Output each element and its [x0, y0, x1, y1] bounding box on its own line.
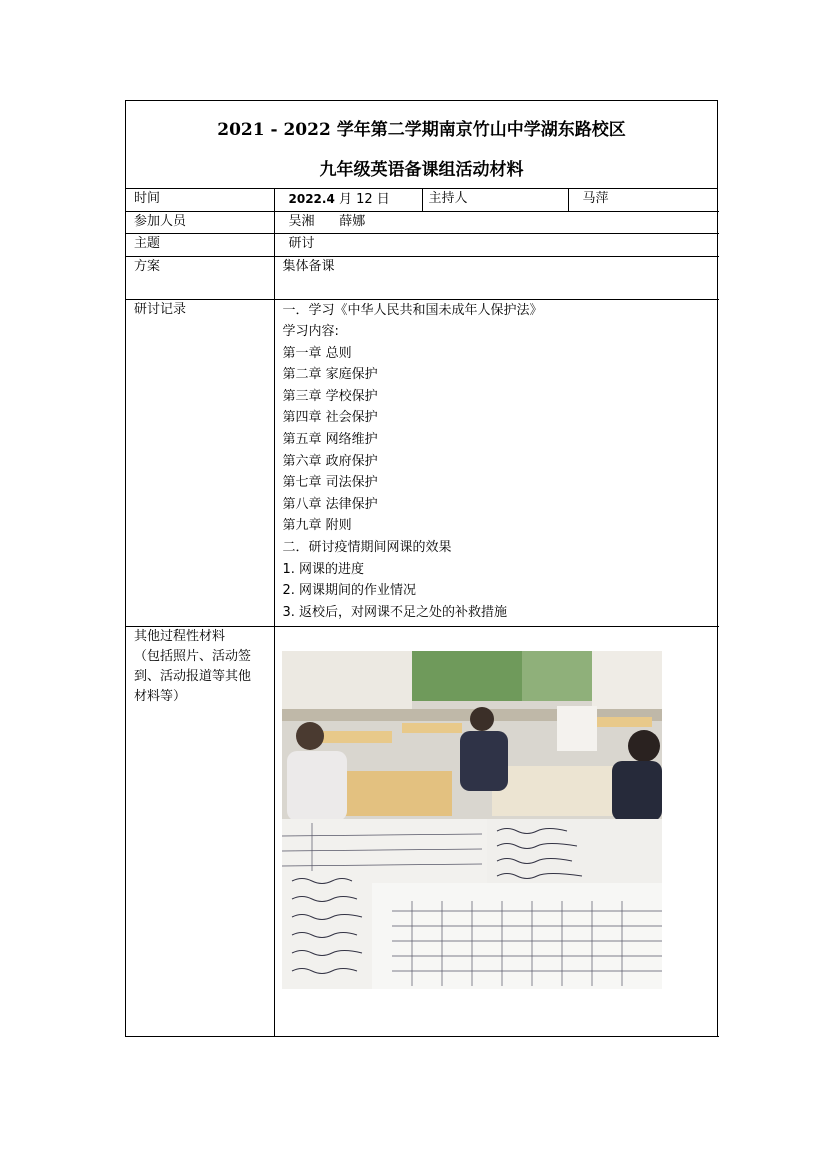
records-line: 第四章 社会保护	[282, 410, 378, 426]
participants-value: 吴湘 薛娜	[274, 211, 719, 233]
topic-label: 主题	[126, 233, 274, 256]
records-line: 2. 网课期间的作业情况	[282, 583, 417, 599]
curtain-right	[592, 651, 662, 716]
document-title: 2021 - 2022 学年第二学期南京竹山中学湖东路校区	[217, 120, 626, 140]
records-line: 二．研讨疫情期间网课的效果	[282, 540, 452, 556]
topic-value: 研讨	[274, 233, 719, 256]
document-page	[125, 100, 718, 1037]
window-view-2	[522, 651, 592, 701]
records-line: 第二章 家庭保护	[282, 367, 378, 383]
records-line: 学习内容:	[282, 324, 339, 340]
time-row	[126, 189, 719, 211]
records-line: 第九章 附则	[282, 518, 352, 534]
window-view	[412, 651, 522, 701]
person-left-head	[296, 722, 324, 750]
records-lines	[283, 300, 720, 624]
title-block	[126, 101, 717, 189]
other-label-line-3: 到、活动报道等其他	[134, 668, 252, 684]
plan-value: 集体备课	[274, 256, 719, 299]
other-label-line-2: （包括照片、活动签	[134, 648, 252, 664]
person-right-body	[612, 761, 662, 821]
other-materials-row	[126, 626, 719, 1036]
records-row	[126, 299, 719, 626]
person-center-head	[470, 707, 494, 731]
curtain-left	[282, 651, 412, 711]
records-line: 一．学习《中华人民共和国未成年人保护法》	[282, 302, 543, 318]
desk-front-left	[342, 771, 452, 816]
records-content	[274, 299, 719, 626]
time-value-day: 月 12 日	[338, 192, 390, 207]
records-label: 研讨记录	[126, 299, 274, 626]
other-label-line-1: 其他过程性材料	[134, 628, 226, 644]
person-center-body	[460, 731, 508, 791]
sign-in-sheet	[372, 883, 662, 989]
records-line: 3. 返校后，对网课不足之处的补救措施	[282, 604, 508, 620]
records-line: 第一章 总则	[282, 345, 352, 361]
records-line: 第八章 法律保护	[282, 496, 378, 512]
records-line: 第六章 政府保护	[282, 453, 378, 469]
paper-stack	[557, 706, 597, 751]
records-line: 第七章 司法保护	[282, 475, 378, 491]
time-value	[274, 189, 422, 211]
other-materials-label	[126, 626, 274, 1036]
activity-photo	[282, 651, 662, 989]
desk-back-2	[402, 723, 462, 733]
topic-row	[126, 233, 719, 256]
time-value-date: 2022.4	[288, 192, 335, 206]
host-value: 马萍	[568, 189, 719, 211]
records-line: 第三章 学校保护	[282, 388, 378, 404]
desk-front-right	[492, 766, 622, 816]
other-label-line-4: 材料等）	[134, 688, 187, 704]
records-line: 第五章 网络维护	[282, 432, 378, 448]
participants-row	[126, 211, 719, 233]
document-subtitle: 九年级英语备课组活动材料	[319, 160, 524, 180]
plan-label: 方案	[126, 256, 274, 299]
person-right-head	[628, 730, 660, 762]
person-left-body	[287, 751, 347, 821]
participants-label: 参加人员	[126, 211, 274, 233]
desk-back-1	[312, 731, 392, 743]
activity-table	[126, 189, 719, 1037]
plan-row	[126, 256, 719, 299]
time-label: 时间	[126, 189, 274, 211]
photo-cell	[274, 626, 719, 1036]
records-line: 1. 网课的进度	[282, 561, 365, 577]
host-label: 主持人	[422, 189, 568, 211]
